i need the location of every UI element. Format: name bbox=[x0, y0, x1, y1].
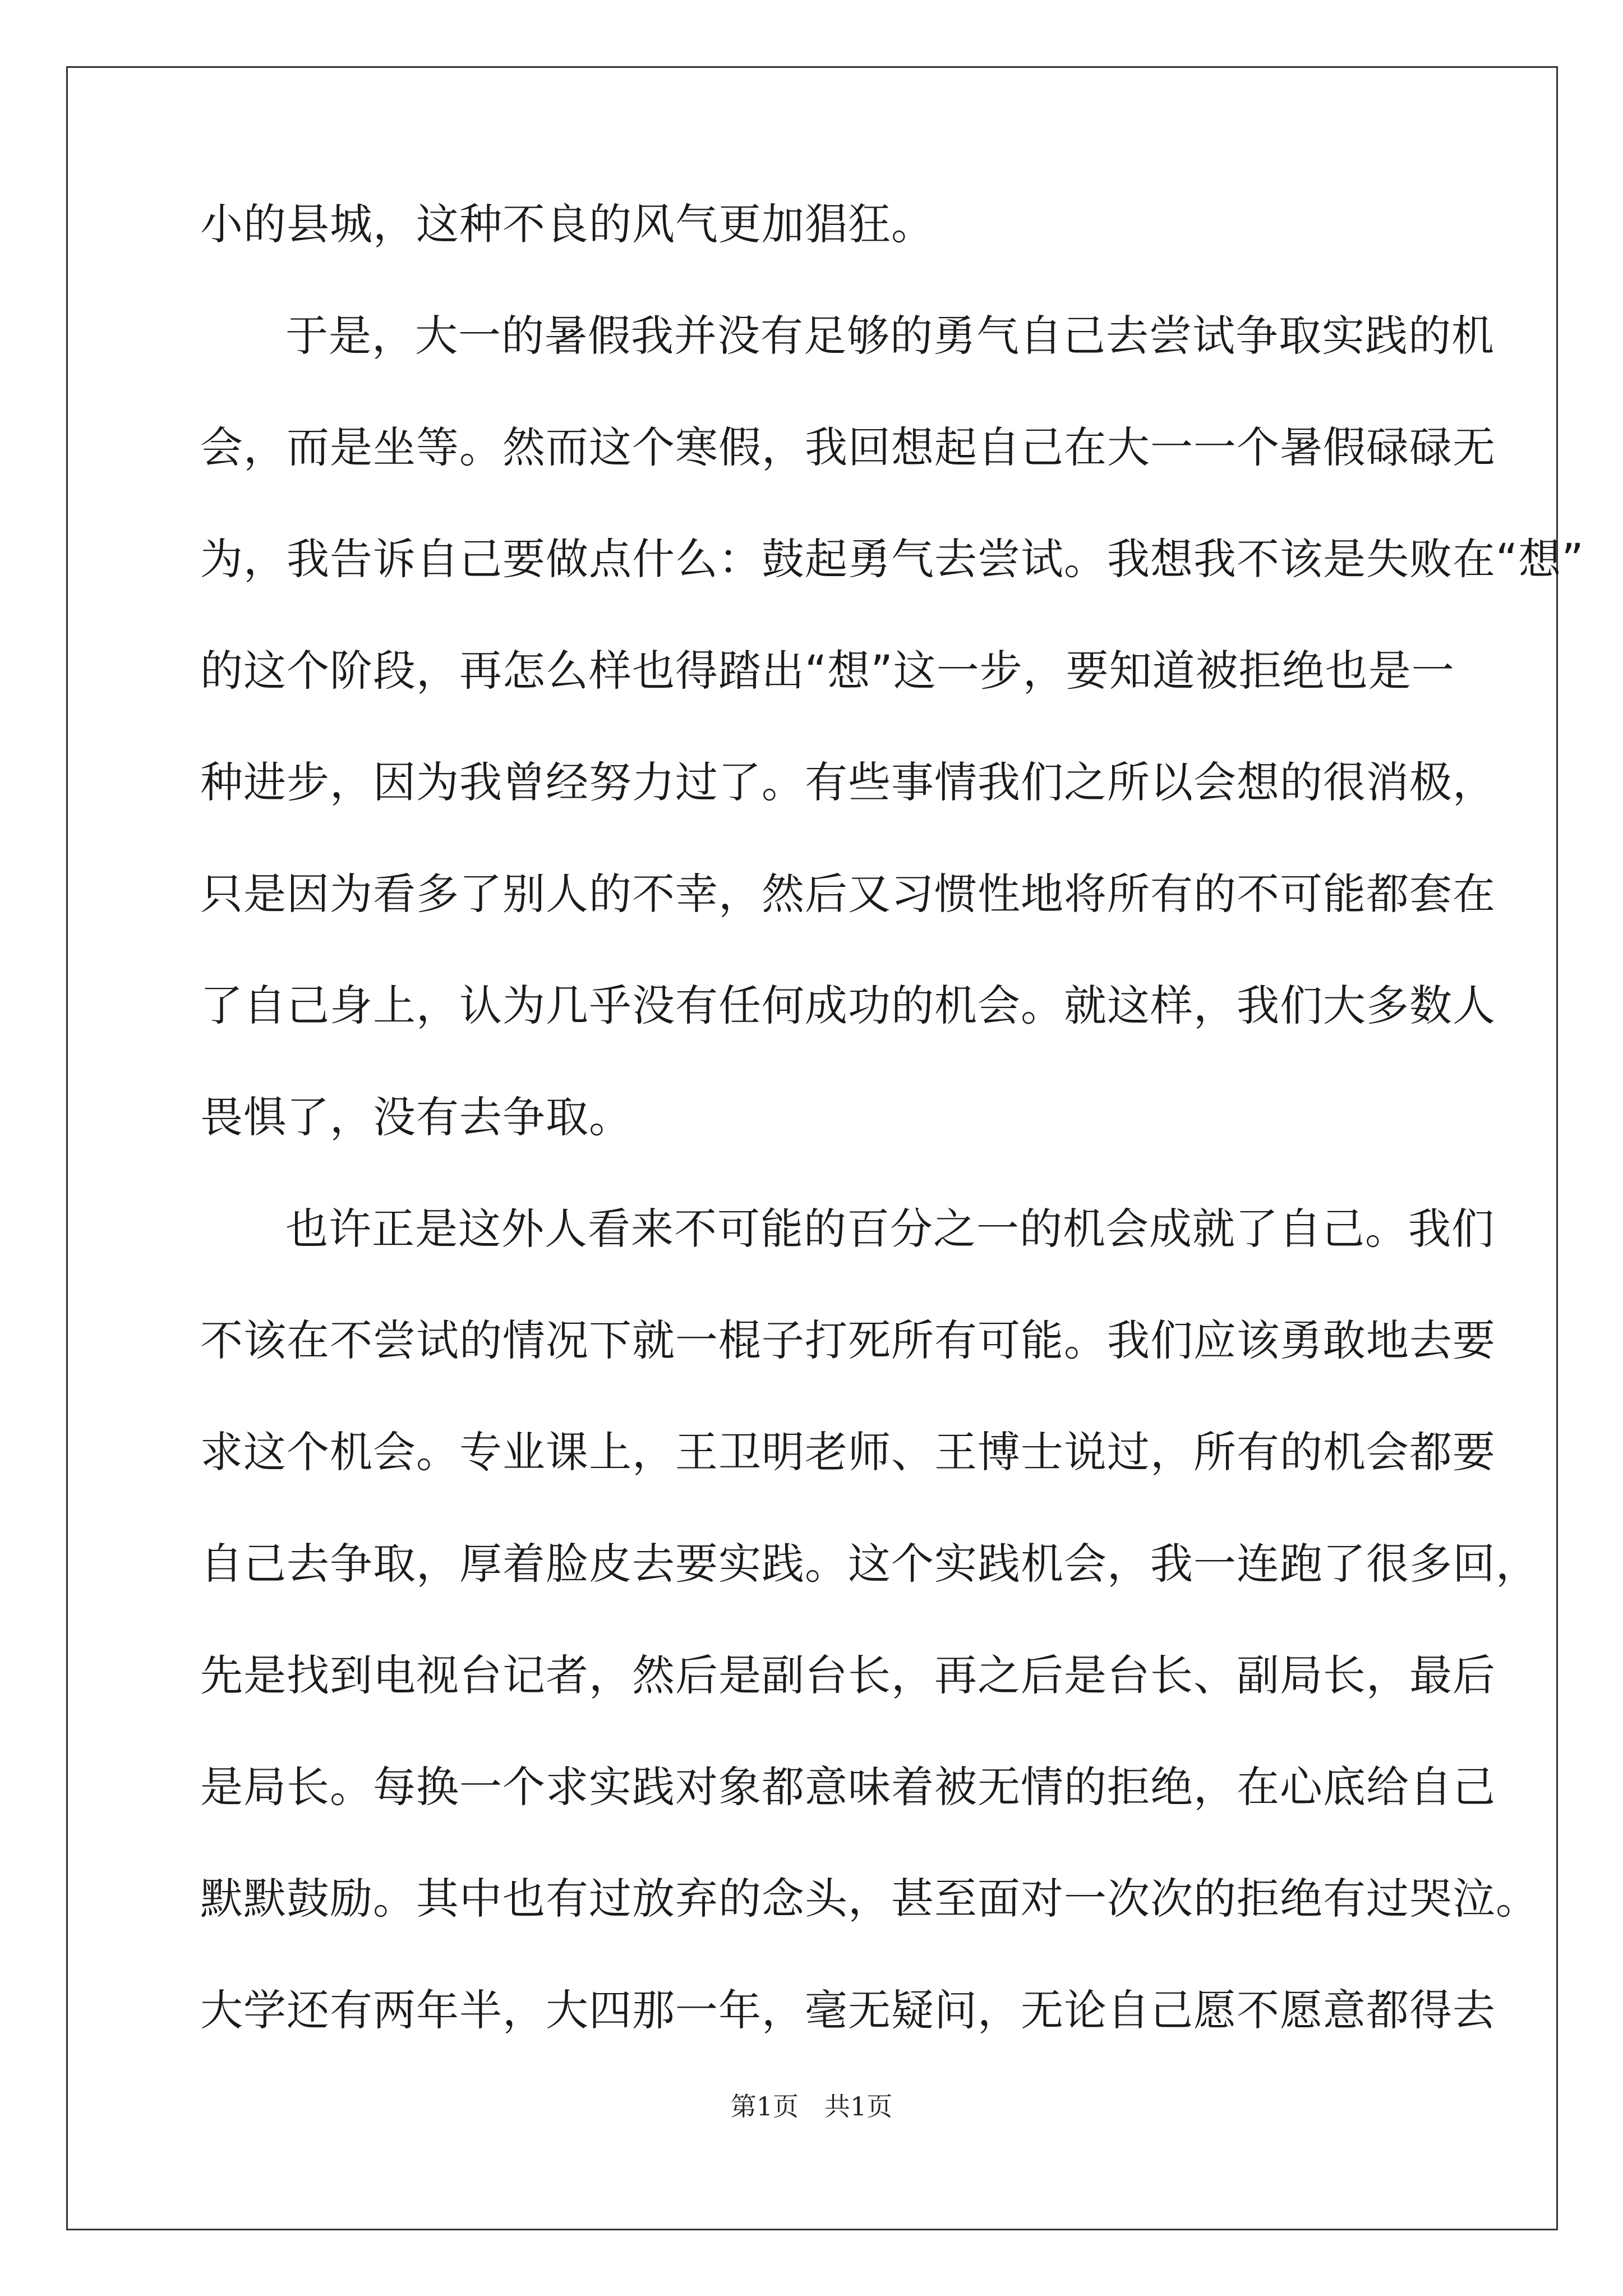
text-line-2: 于是，大一的暑假我并没有足够的勇气自己去尝试争取实践的机 bbox=[285, 311, 1495, 361]
text-line-4: 为，我告诉自己要做点什么：鼓起勇气去尝试。我想我不该是失败在“想” bbox=[200, 534, 1584, 584]
text-line-7: 只是因为看多了别人的不幸，然后又习惯性地将所有的不可能都套在 bbox=[200, 869, 1496, 919]
text-line-8: 了自己身上，认为几乎没有任何成功的机会。就这样，我们大多数人 bbox=[200, 981, 1496, 1030]
text-line-15: 是局长。每换一个求实践对象都意味着被无情的拒绝，在心底给自己 bbox=[200, 1762, 1496, 1812]
text-line-1: 小的县城，这种不良的风气更加猖狂。 bbox=[200, 199, 934, 249]
text-line-14: 先是找到电视台记者，然后是副台长，再之后是台长、副局长，最后 bbox=[200, 1650, 1496, 1700]
text-line-16: 默默鼓励。其中也有过放弃的念头，甚至面对一次次的拒绝有过哭泣。 bbox=[200, 1874, 1539, 1924]
page-footer bbox=[0, 2090, 1623, 2123]
text-line-17: 大学还有两年半，大四那一年，毫无疑问，无论自己愿不愿意都得去 bbox=[200, 1985, 1496, 2035]
text-line-11: 不该在不尝试的情况下就一棍子打死所有可能。我们应该勇敢地去要 bbox=[200, 1315, 1496, 1365]
page-total: 共1页 bbox=[824, 2091, 893, 2122]
text-line-3: 会，而是坐等。然而这个寒假，我回想起自己在大一一个暑假碌碌无 bbox=[200, 422, 1496, 472]
page-number: 第1页 bbox=[730, 2091, 799, 2122]
text-line-6: 种进步，因为我曾经努力过了。有些事情我们之所以会想的很消极， bbox=[200, 757, 1496, 807]
text-line-10: 也许正是这外人看来不可能的百分之一的机会成就了自己。我们 bbox=[285, 1204, 1495, 1254]
text-line-5: 的这个阶段，再怎么样也得踏出“想”这一步，要知道被拒绝也是一 bbox=[200, 646, 1455, 696]
text-line-13: 自己去争取，厚着脸皮去要实践。这个实践机会，我一连跑了很多回， bbox=[200, 1539, 1539, 1589]
text-line-12: 求这个机会。专业课上，王卫明老师、王博士说过，所有的机会都要 bbox=[200, 1427, 1496, 1477]
text-line-9: 畏惧了，没有去争取。 bbox=[200, 1092, 632, 1142]
